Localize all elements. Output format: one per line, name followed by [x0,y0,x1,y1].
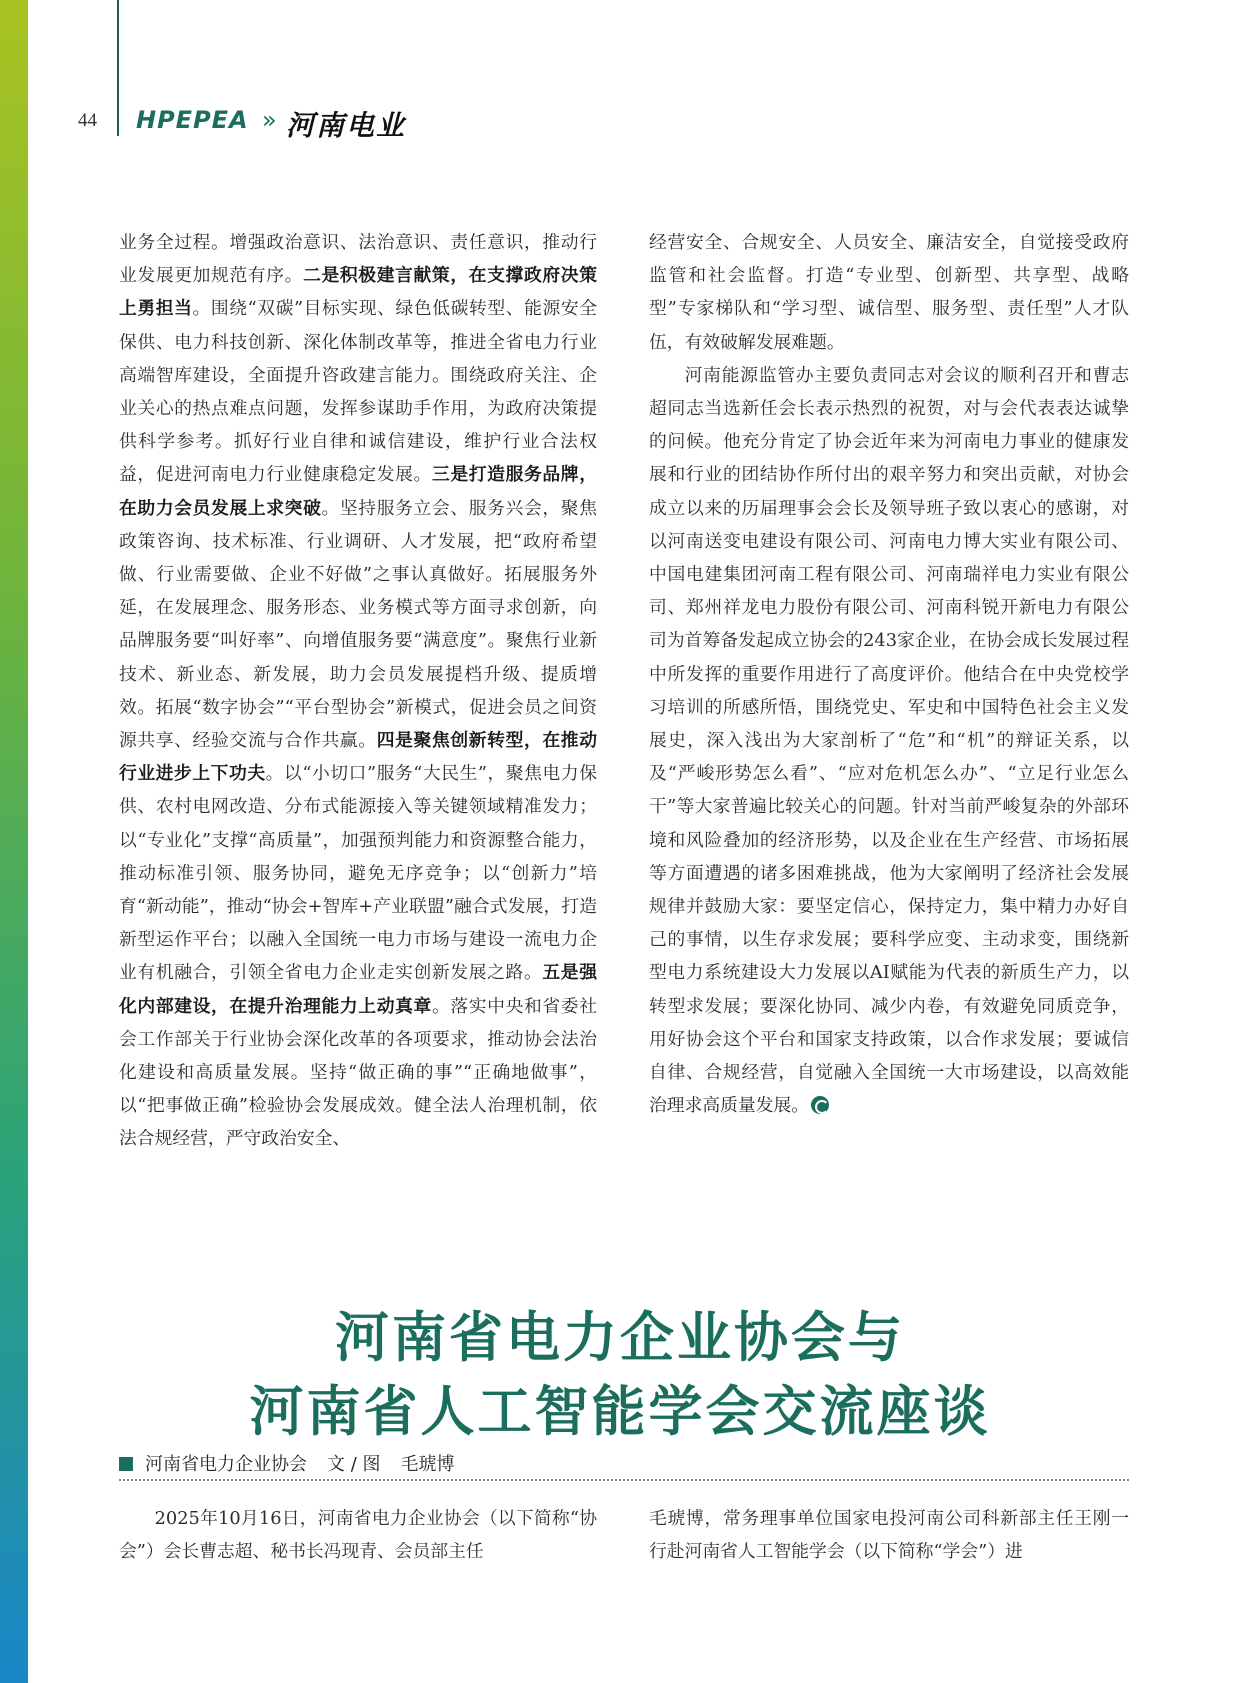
byline-role: 文 / 图 [327,1454,381,1475]
article2-left-column [119,1502,597,1568]
body-text: 河南能源监管办主要负责同志对会议的顺利召开和曹志超同志当选新任会长表示热烈的祝贺，对与会代表表达诚挚的问候。他充分肯定了协会近年来为河南电力事业的健康发展和行业的团结协作所付出的艰辛努力和突出贡献，对协会成立以来的历届理事会会长及领导班子致以衷心的感谢，对以河南送变电建设有限公司、河南电力博大实业有限公司、中国电建集团河南工程有限公司、河南瑞祥电力实业有限公司、郑州祥龙电力股份有限公司、河南科锐开新电力有限公司为首筹备发起成立协会的243家企业，在协会成长发展过程中所发挥的重要作用进行了高度评价。他结合在中央党校学习培训的所感所悟，围绕党史、军史和中国特色社会主义发展史，深入浅出为大家剖析了“危”和“机”的辩证关系，以及“严峻形势怎么看”、“应对危机怎么办”、“立足行业怎么干”等大家普遍比较关心的问题。针对当前严峻复杂的外部环境和风险叠加的经济形势，以及企业在生产经营、市场拓展等方面遭遇的诸多困难挑战，他为大家阐明了经济社会发展规律并鼓励大家：要坚定信心，保持定力，集中精力办好自己的事情，以生存求发展；要科学应变、主动求变，围绕新型电力系统建设大力发展以AI赋能为代表的新质生产力，以转型求发展；要深化协同、减少内卷，有效避免同质竞争，用好协会这个平台和国家支持政策，以合作求发展；要诚信自律、合规经营，自觉融入全国统一大市场建设，以高效能治理求高质量发展。 [649,364,1129,1117]
body-text: 。落实中央和省委社会工作部关于行业协会深化改革的各项要求，推动协会法治化建设和高质量发展。坚持“做正确的事”“正确地做事”，以“把事做正确”检验协会发展成效。健全法人治理机制，依法合规经营，严守政治安全、 [119,995,597,1150]
article2-right-column [649,1502,1129,1568]
bold-heading: 四是聚焦创新转型，在推动行业进步上下功夫 [119,730,597,785]
article2-left-paragraph: 2025年10月16日，河南省电力企业协会（以下简称“协会”）会长曹志超、秘书长冯现青、会员部主任 [119,1508,597,1563]
brand-logo-latin: HPEPEA [136,106,249,134]
square-bullet-icon [119,1457,133,1471]
article1-left-paragraph [119,226,597,1156]
body-text: 业务全过程。增强政治意识、法治意识、责任意识，推动行业发展更加规范有序。 [119,232,597,287]
end-of-article-icon [811,1096,829,1114]
byline-organization: 河南省电力企业协会 [145,1454,307,1475]
bold-heading: 二是积极建言献策，在支撑政府决策上勇担当 [119,265,597,320]
article2-right-paragraph: 毛琥博，常务理事单位国家电投河南公司科新部主任王刚一行赴河南省人工智能学会（以下简称“学会”）进 [649,1508,1129,1563]
byline-dotted-divider [119,1479,1129,1481]
brand-logo-chinese: 河南电业 [286,109,407,142]
brand-separator: » [262,106,277,134]
article2-title-line-2: 河南省人工智能学会交流座谈 [249,1379,991,1443]
body-text: 。围绕“双碳”目标实现、绿色低碳转型、能源安全保供、电力科技创新、深化体制改革等，推进全省电力行业高端智库建设，全面提升咨政建言能力。围绕政府关注、企业关心的热点难点问题，发挥参谋助手作用，为政府决策提供科学参考。抓好行业自律和诚信建设，维护行业合法权益，促进河南电力行业健康稳定发展。 [119,298,597,486]
byline-author: 毛琥博 [400,1454,455,1475]
header-divider [117,0,119,136]
article1-right-paragraph-2 [649,359,1129,1123]
article2-title-line-1: 河南省电力企业协会与 [335,1305,905,1369]
article1-left-column [119,226,597,1156]
page-number: 44 [78,110,97,131]
article2-title [0,1300,1240,1448]
article1-right-paragraph-1: 经营安全、合规安全、人员安全、廉洁安全，自觉接受政府监管和社会监督。打造“专业型、创新型、共享型、战略型”专家梯队和“学习型、诚信型、服务型、责任型”人才队伍，有效破解发展难题。 [649,232,1129,353]
body-text: 。以“小切口”服务“大民生”，聚焦电力保供、农村电网改造、分布式能源接入等关键领域精准发力；以“专业化”支撑“高质量”，加强预判能力和资源整合能力，推动标准引领、服务协同，避免无序竞争；以“创新力”培育“新动能”，推动“协会+智库+产业联盟”融合式发展，打造新型运作平台；以融入全国统一电力市场与建设一流电力企业有机融合，引领全省电力企业走实创新发展之路。 [119,763,597,984]
body-text: 。坚持服务立会、服务兴会，聚焦政策咨询、技术标准、行业调研、人才发展，把“政府希望做、行业需要做、企业不好做”之事认真做好。拓展服务外延，在发展理念、服务形态、业务模式等方面寻求创新，向品牌服务要“叫好率”、向增值服务要“满意度”。聚焦行业新技术、新业态、新发展，助力会员发展提档升级、提质增效。拓展“数字协会”“平台型协会”新模式，促进会员之间资源共享、经验交流与合作共赢。 [119,497,597,752]
bold-heading: 五是强化内部建设，在提升治理能力上动真章 [119,962,597,1017]
article2-byline [119,1450,1129,1480]
bold-heading: 三是打造服务品牌，在助力会员发展上求突破 [119,464,597,519]
article1-right-column [649,226,1129,1122]
